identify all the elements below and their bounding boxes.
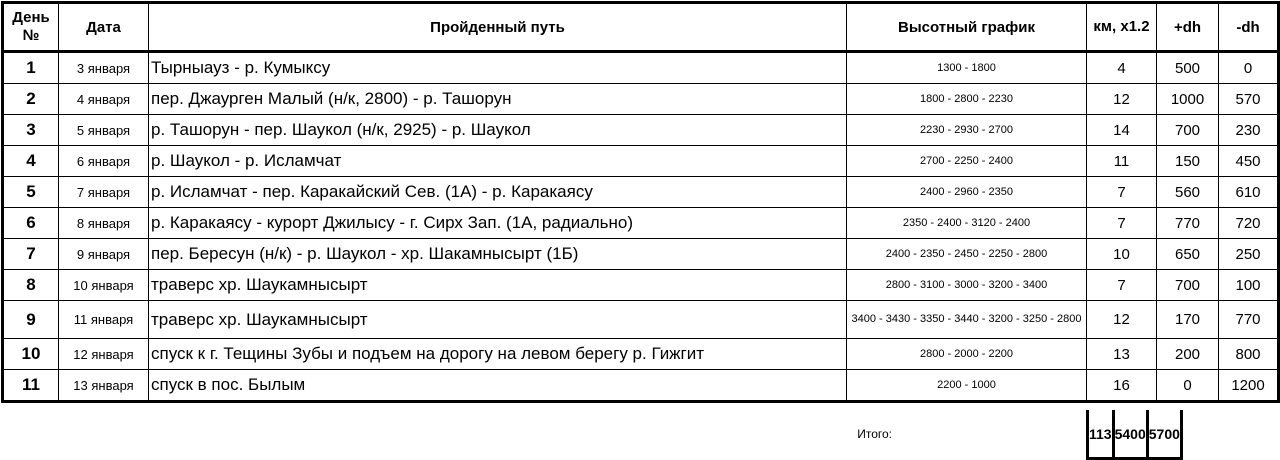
- table-row: [3, 301, 1279, 339]
- km-cell: 12: [1087, 84, 1157, 115]
- descent-cell: 610: [1219, 177, 1279, 208]
- totals-table: [1086, 410, 1183, 460]
- total-up: 5400: [1113, 410, 1147, 459]
- route-cell: спуск к г. Тещины Зубы и подъем на дорогу на левом берегу р. Гижгит: [149, 339, 847, 370]
- table-row: [3, 52, 1279, 84]
- day-cell: 4: [3, 146, 59, 177]
- header-row: [3, 3, 1279, 52]
- date-cell: 10 января: [59, 270, 149, 301]
- table-row: [3, 84, 1279, 115]
- ascent-cell: 700: [1157, 270, 1219, 301]
- descent-cell: 0: [1219, 52, 1279, 84]
- day-cell: 3: [3, 115, 59, 146]
- table-row: [3, 115, 1279, 146]
- route-cell: р. Шаукол - р. Исламчат: [149, 146, 847, 177]
- descent-cell: 800: [1219, 339, 1279, 370]
- km-cell: 12: [1087, 301, 1157, 339]
- descent-cell: 250: [1219, 239, 1279, 270]
- totals-label: Итого:: [857, 427, 892, 441]
- km-cell: 7: [1087, 270, 1157, 301]
- day-cell: 2: [3, 84, 59, 115]
- date-cell: 7 января: [59, 177, 149, 208]
- table-row: [3, 370, 1279, 402]
- route-cell: траверс хр. Шаукамнысырт: [149, 270, 847, 301]
- date-cell: 4 января: [59, 84, 149, 115]
- date-cell: 8 января: [59, 208, 149, 239]
- route-cell: р. Ташорун - пер. Шаукол (н/к, 2925) - р. Шаукол: [149, 115, 847, 146]
- date-cell: 3 января: [59, 52, 149, 84]
- route-cell: пер. Джаурген Малый (н/к, 2800) - р. Ташорун: [149, 84, 847, 115]
- total-down: 5700: [1147, 410, 1181, 459]
- table-row: [3, 146, 1279, 177]
- elevation-profile-cell: 3400 - 3430 - 3350 - 3440 - 3200 - 3250 - 2800: [847, 301, 1087, 339]
- date-cell: 13 января: [59, 370, 149, 402]
- descent-cell: 570: [1219, 84, 1279, 115]
- descent-cell: 1200: [1219, 370, 1279, 402]
- elevation-profile-cell: 2400 - 2960 - 2350: [847, 177, 1087, 208]
- day-cell: 5: [3, 177, 59, 208]
- elevation-profile-cell: 1300 - 1800: [847, 52, 1087, 84]
- ascent-cell: 0: [1157, 370, 1219, 402]
- ascent-cell: 560: [1157, 177, 1219, 208]
- ascent-cell: 700: [1157, 115, 1219, 146]
- elevation-profile-cell: 2350 - 2400 - 3120 - 2400: [847, 208, 1087, 239]
- header-route: Пройденный путь: [149, 3, 847, 52]
- ascent-cell: 170: [1157, 301, 1219, 339]
- route-cell: спуск в пос. Былым: [149, 370, 847, 402]
- date-cell: 12 января: [59, 339, 149, 370]
- route-cell: траверс хр. Шаукамнысырт: [149, 301, 847, 339]
- header-date: Дата: [59, 3, 149, 52]
- header-km: км, x1.2: [1087, 3, 1157, 52]
- km-cell: 7: [1087, 208, 1157, 239]
- ascent-cell: 200: [1157, 339, 1219, 370]
- day-cell: 7: [3, 239, 59, 270]
- day-cell: 6: [3, 208, 59, 239]
- ascent-cell: 770: [1157, 208, 1219, 239]
- date-cell: 5 января: [59, 115, 149, 146]
- descent-cell: 450: [1219, 146, 1279, 177]
- km-cell: 13: [1087, 339, 1157, 370]
- elevation-profile-cell: 1800 - 2800 - 2230: [847, 84, 1087, 115]
- route-cell: р. Каракаясу - курорт Джилысу - г. Сирх Зап. (1А, радиально): [149, 208, 847, 239]
- descent-cell: 230: [1219, 115, 1279, 146]
- total-km: 113: [1088, 410, 1114, 459]
- header-day: День №: [3, 3, 59, 52]
- descent-cell: 720: [1219, 208, 1279, 239]
- date-cell: 6 января: [59, 146, 149, 177]
- ascent-cell: 650: [1157, 239, 1219, 270]
- route-cell: пер. Бересун (н/к) - р. Шаукол - хр. Шакамнысырт (1Б): [149, 239, 847, 270]
- day-cell: 9: [3, 301, 59, 339]
- route-cell: р. Исламчат - пер. Каракайский Сев. (1А) - р. Каракаясу: [149, 177, 847, 208]
- elevation-profile-cell: 2400 - 2350 - 2450 - 2250 - 2800: [847, 239, 1087, 270]
- table-row: [3, 208, 1279, 239]
- elevation-profile-cell: 2700 - 2250 - 2400: [847, 146, 1087, 177]
- ascent-cell: 150: [1157, 146, 1219, 177]
- table-row: [3, 270, 1279, 301]
- header-down: -dh: [1219, 3, 1279, 52]
- descent-cell: 770: [1219, 301, 1279, 339]
- day-cell: 8: [3, 270, 59, 301]
- itinerary-table: [1, 1, 1280, 403]
- header-profile: Высотный график: [847, 3, 1087, 52]
- date-cell: 9 января: [59, 239, 149, 270]
- elevation-profile-cell: 2200 - 1000: [847, 370, 1087, 402]
- ascent-cell: 500: [1157, 52, 1219, 84]
- ascent-cell: 1000: [1157, 84, 1219, 115]
- km-cell: 16: [1087, 370, 1157, 402]
- day-cell: 11: [3, 370, 59, 402]
- header-up: +dh: [1157, 3, 1219, 52]
- table-row: [3, 177, 1279, 208]
- date-cell: 11 января: [59, 301, 149, 339]
- day-cell: 10: [3, 339, 59, 370]
- km-cell: 14: [1087, 115, 1157, 146]
- km-cell: 7: [1087, 177, 1157, 208]
- km-cell: 10: [1087, 239, 1157, 270]
- descent-cell: 100: [1219, 270, 1279, 301]
- day-cell: 1: [3, 52, 59, 84]
- table-row: [3, 239, 1279, 270]
- elevation-profile-cell: 2230 - 2930 - 2700: [847, 115, 1087, 146]
- route-cell: Тырныауз - р. Кумыксу: [149, 52, 847, 84]
- elevation-profile-cell: 2800 - 2000 - 2200: [847, 339, 1087, 370]
- elevation-profile-cell: 2800 - 3100 - 3000 - 3200 - 3400: [847, 270, 1087, 301]
- km-cell: 4: [1087, 52, 1157, 84]
- table-row: [3, 339, 1279, 370]
- km-cell: 11: [1087, 146, 1157, 177]
